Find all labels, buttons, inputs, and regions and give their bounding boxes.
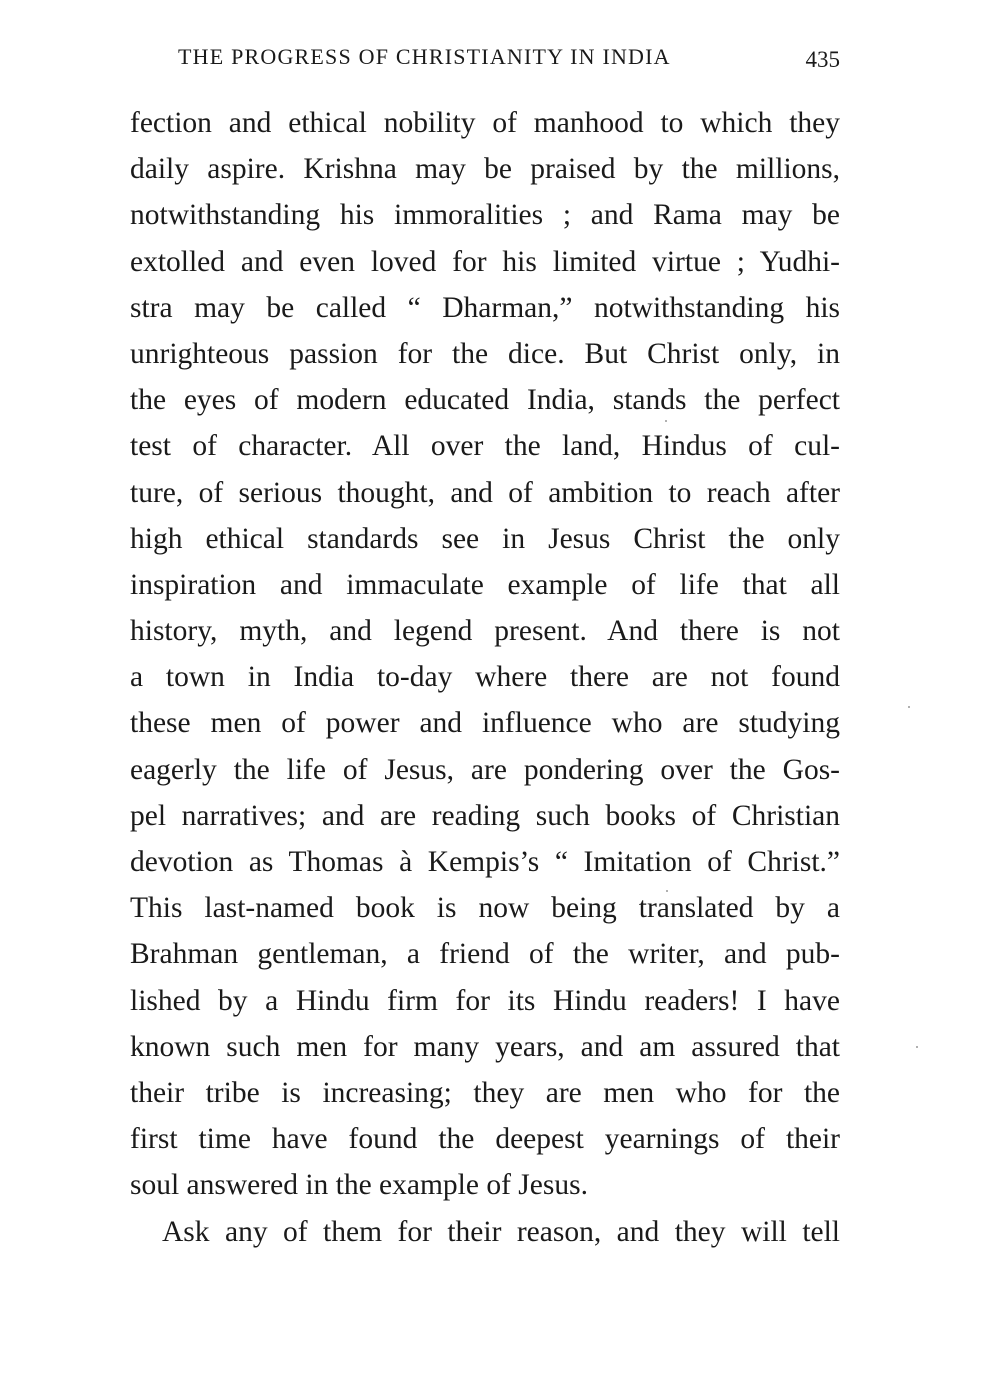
scan-speck [666, 890, 668, 892]
page-number: 435 [805, 47, 840, 72]
text-line: lished by a Hindu firm for its Hindu readers! I have [130, 984, 840, 1017]
text-line: This last-named book is now being translated by a [130, 892, 840, 925]
text-line: first time have found the deepest yearnings of their [130, 1123, 840, 1156]
text-line: history, myth, and legend present. And there is not [130, 615, 840, 648]
text-line: a town in India to-day where there are not found [130, 661, 840, 694]
text-line: pel narratives; and are reading such books of Christian [130, 799, 840, 832]
body-text [130, 100, 840, 1255]
text-line: the eyes of modern educated India, stands the perfect [130, 384, 840, 417]
text-line: extolled and even loved for his limited virtue ; Yudhi- [130, 245, 840, 278]
text-line: Brahman gentleman, a friend of the writer, and pub- [130, 938, 840, 971]
text-line: unrighteous passion for the dice. But Christ only, in [130, 337, 840, 370]
paragraph-start-line: Ask any of them for their reason, and they will tell [162, 1215, 840, 1248]
scan-speck [916, 1046, 918, 1048]
text-line: stra may be called “ Dharman,” notwithstanding his [130, 291, 840, 324]
text-line: inspiration and immaculate example of life that all [130, 568, 840, 601]
text-line: fection and ethical nobility of manhood to which they [130, 107, 840, 139]
text-line: ture, of serious thought, and of ambition to reach after [130, 476, 840, 509]
text-line: daily aspire. Krishna may be praised by the millions, [130, 153, 840, 186]
text-line: devotion as Thomas à Kempis’s “ Imitation of Christ.” [130, 846, 840, 878]
text-line: known such men for many years, and am assured that [130, 1030, 840, 1063]
running-title: THE PROGRESS OF CHRISTIANITY IN INDIA [178, 44, 671, 69]
text-line: notwithstanding his immoralities ; and Rama may be [130, 199, 840, 232]
scan-speck [665, 420, 667, 422]
text-line: these men of power and influence who are studying [130, 707, 840, 740]
paragraph-end-line: soul answered in the example of Jesus. [130, 1169, 588, 1202]
text-line: high ethical standards see in Jesus Christ the only [130, 522, 840, 555]
running-head [178, 44, 840, 78]
text-line: test of character. All over the land, Hindus of cul- [130, 430, 840, 463]
scan-speck [908, 706, 910, 708]
text-line: their tribe is increasing; they are men who for the [130, 1076, 840, 1109]
text-line: eagerly the life of Jesus, are pondering over the Gos- [130, 753, 840, 786]
